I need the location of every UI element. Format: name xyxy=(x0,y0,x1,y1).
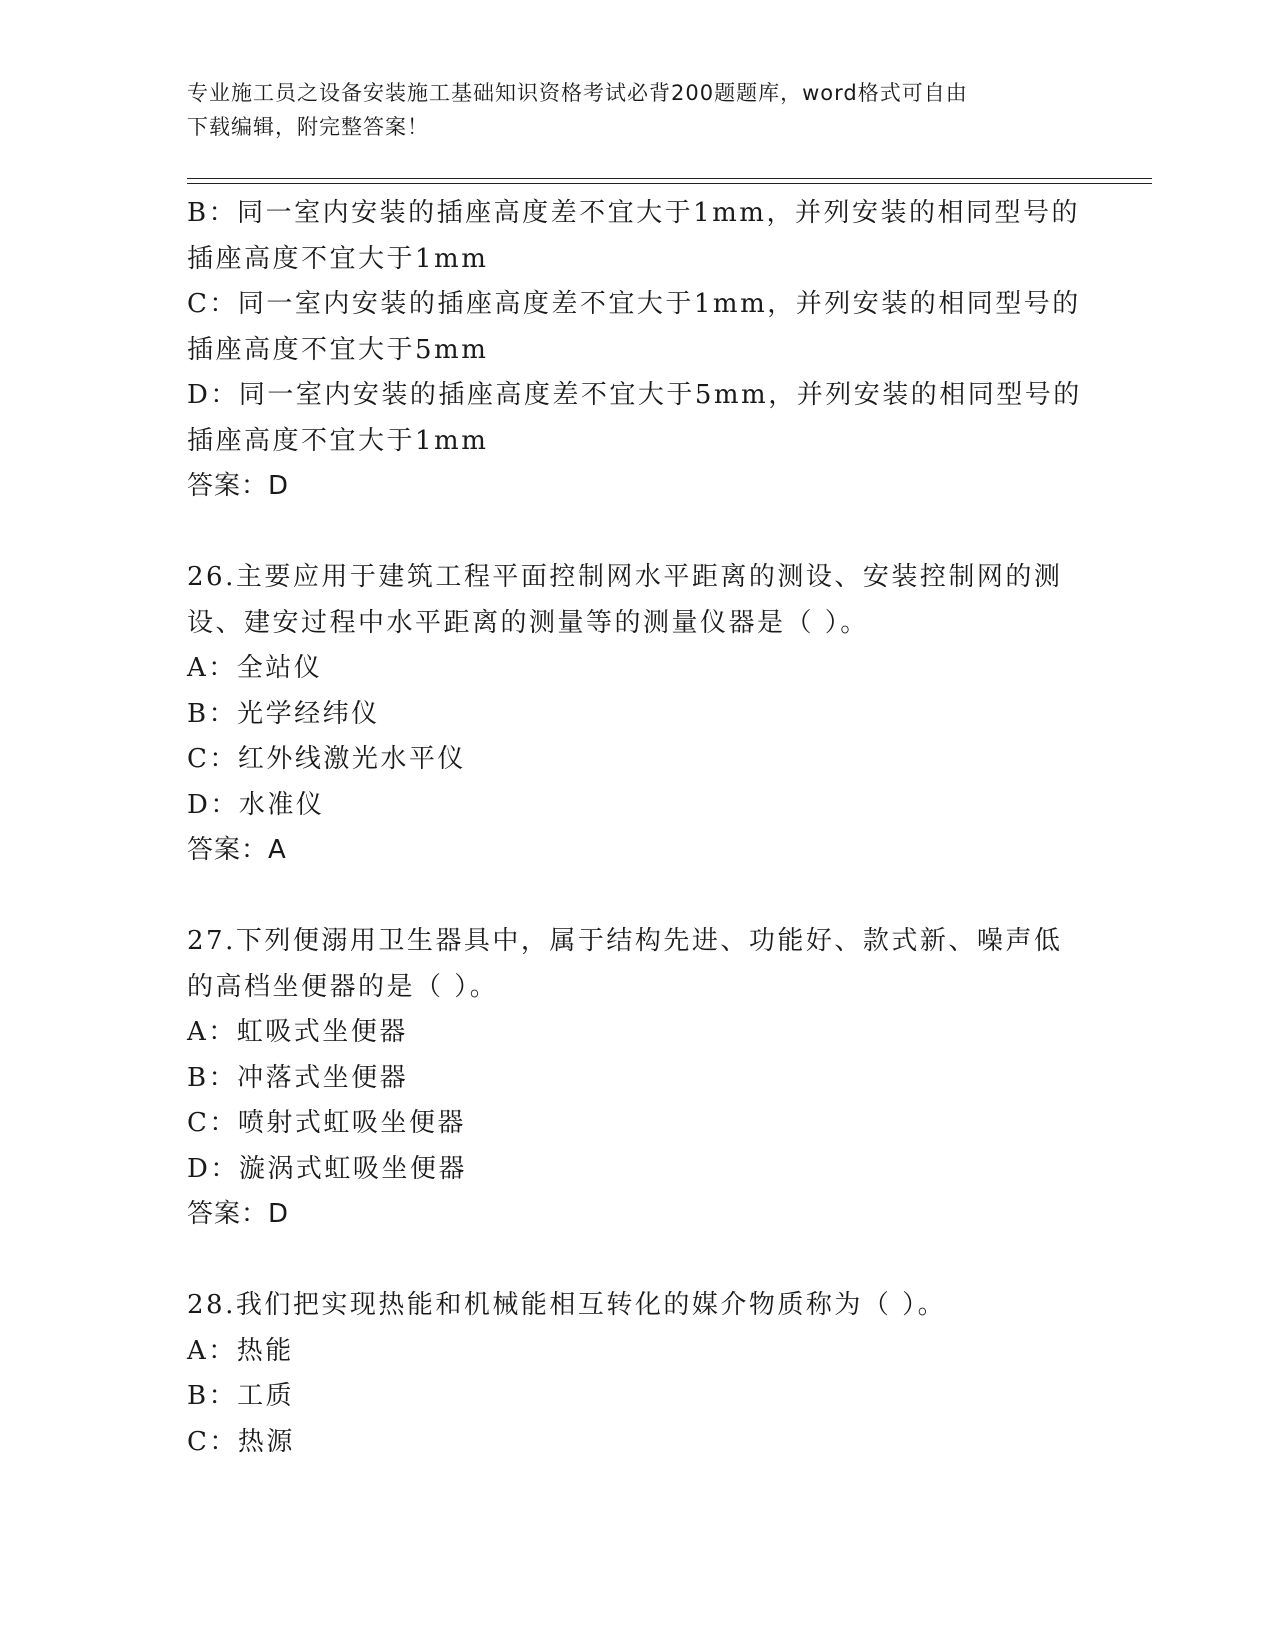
answer: 答案：D xyxy=(187,471,290,501)
spacer xyxy=(187,510,1087,556)
question-stem-line-1: 27.下列便溺用卫生器具中，属于结构先进、功能好、款式新、噪声低 xyxy=(187,926,1063,956)
option-a: A：全站仪 xyxy=(187,653,323,683)
question-26 xyxy=(187,555,1087,874)
option-c: C：红外线激光水平仪 xyxy=(187,744,466,774)
option-d: D：水准仪 xyxy=(187,789,325,820)
spacer xyxy=(187,874,1087,920)
document-header xyxy=(187,76,1067,144)
answer: 答案：D xyxy=(187,1199,290,1229)
question-stem-line-1: 26.主要应用于建筑工程平面控制网水平距离的测设、安装控制网的测 xyxy=(187,562,1063,592)
header-rule-top xyxy=(187,178,1152,179)
option-a: A：热能 xyxy=(187,1335,294,1366)
question-25-continued xyxy=(187,191,1087,510)
option-d-line-1: D：同一室内安装的插座高度差不宜大于5mm，并列安装的相同型号的 xyxy=(187,380,1082,410)
header-rule-bottom xyxy=(187,183,1152,184)
header-line-1: 专业施工员之设备安装施工基础知识资格考试必背200题题库，word格式可自由 xyxy=(187,81,968,105)
option-b: B：冲落式坐便器 xyxy=(187,1062,409,1093)
question-stem-line-2: 的高档坐便器的是（ ）。 xyxy=(187,971,499,1002)
answer: 答案：A xyxy=(187,835,287,865)
option-c-line-1: C：同一室内安装的插座高度差不宜大于1mm，并列安装的相同型号的 xyxy=(187,289,1081,319)
option-d: D：漩涡式虹吸坐便器 xyxy=(187,1153,467,1184)
option-a: A：虹吸式坐便器 xyxy=(187,1017,408,1047)
spacer xyxy=(187,1238,1087,1284)
option-b: B：光学经纬仪 xyxy=(187,698,380,729)
question-list xyxy=(187,191,1087,1465)
question-27 xyxy=(187,919,1087,1238)
option-d-line-2: 插座高度不宜大于1mm xyxy=(187,425,489,456)
header-line-2: 下载编辑，附完整答案！ xyxy=(187,115,429,139)
option-c: C：热源 xyxy=(187,1426,295,1457)
option-b-line-1: B：同一室内安装的插座高度差不宜大于1mm，并列安装的相同型号的 xyxy=(187,198,1080,228)
question-28 xyxy=(187,1283,1087,1465)
option-c-line-2: 插座高度不宜大于5mm xyxy=(187,334,489,365)
option-c: C：喷射式虹吸坐便器 xyxy=(187,1108,466,1138)
question-stem-line-1: 28.我们把实现热能和机械能相互转化的媒介物质称为（ ）。 xyxy=(187,1290,947,1320)
question-stem-line-2: 设、建安过程中水平距离的测量等的测量仪器是（ ）。 xyxy=(187,607,869,638)
option-b-line-2: 插座高度不宜大于1mm xyxy=(187,243,489,274)
option-b: B：工质 xyxy=(187,1381,295,1411)
